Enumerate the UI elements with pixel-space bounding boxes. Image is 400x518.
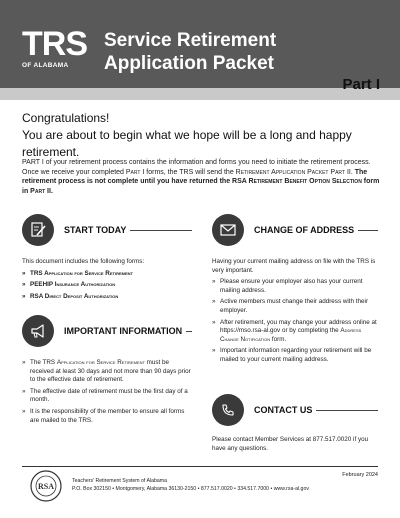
intro-text-2: forms, the TRS will send the xyxy=(144,168,236,176)
part-label: Part I xyxy=(342,76,380,93)
list-item: » PEEHIP Insurance Authorization xyxy=(22,281,197,290)
intro-bold-3: . xyxy=(50,187,53,195)
intro-text-1: PART I of your retirement process contains the information and forms you need to initiate the retirement process. Once we receive your completed xyxy=(22,159,371,176)
intro-text-3: . xyxy=(350,168,355,176)
start-today-lead: This document includes the following forms: xyxy=(22,258,145,265)
intro-bold-sc: Retirement Benefit Option Selection xyxy=(248,178,362,186)
intro-bold-1: The retirement process is not complete until you have returned the RSA xyxy=(22,168,368,186)
congrats-line-2: You are about to begin what we hope will be a long and happy retirement. xyxy=(22,128,352,159)
phone-hand-icon xyxy=(212,394,244,426)
trs-logo xyxy=(22,25,88,69)
section-start-today xyxy=(22,214,192,246)
change-address-body xyxy=(212,258,380,365)
important-title: IMPORTANT INFORMATION xyxy=(64,326,183,336)
list-item: » The effective date of retirement must be the first day of a month. xyxy=(22,388,194,405)
list-item xyxy=(22,359,194,385)
address-item3-b: form. xyxy=(270,335,287,343)
change-address-header xyxy=(212,214,378,246)
megaphone-icon xyxy=(22,315,54,347)
address-item3-a: After retirement, you may change your address online at https://mso.rsa-al.gov or by completing the xyxy=(220,318,377,335)
list-item: » Important information regarding your retirement will be mailed to your current mailing address. xyxy=(212,347,380,364)
footer-address: P.O. Box 302150 • Montgomery, Alabama 36130-2150 • 877.517.0020 • 334.517.7000 • www.rsa-al.gov xyxy=(72,486,309,492)
congratulations-heading xyxy=(22,110,382,161)
intro-sc-1: Part I xyxy=(125,168,145,176)
change-address-rule xyxy=(358,230,378,231)
footer-date: February 2024 xyxy=(342,472,378,478)
footer-rule xyxy=(22,466,378,467)
list-item xyxy=(212,319,380,345)
intro-bold-sc-2: Part II xyxy=(30,187,51,195)
list-item: » TRS Application for Service Retirement xyxy=(22,270,197,279)
intro-sc-2: Retirement Application Packet Part II xyxy=(235,168,351,176)
important-item1-a: The TRS xyxy=(30,359,57,366)
contact-title: CONTACT US xyxy=(254,405,313,415)
start-today-rule xyxy=(130,230,192,231)
important-rule xyxy=(186,331,192,332)
contact-text: Please contact Member Services at 877.517.0020 if you have any questions. xyxy=(212,436,369,452)
list-item: » Please ensure your employer also has your current mailing address. xyxy=(212,278,380,295)
important-body xyxy=(22,356,194,425)
important-list xyxy=(22,359,194,425)
forms-list xyxy=(22,270,197,302)
change-address-title: CHANGE OF ADDRESS xyxy=(254,225,355,235)
intro-paragraph xyxy=(22,158,384,196)
important-header xyxy=(22,315,192,347)
contact-header xyxy=(212,394,378,426)
important-item1-b: must be received at least 30 days and not more than 90 days prior to the effective date of retirement. xyxy=(30,359,191,384)
seal-text: RSA xyxy=(37,482,55,491)
title-line-1: Service Retirement xyxy=(104,30,277,51)
logo-text: TRS xyxy=(22,25,87,63)
start-today-title: START TODAY xyxy=(64,225,127,235)
address-item3-sc: Address Change Notification xyxy=(220,327,362,343)
start-today-body xyxy=(22,258,197,301)
change-address-lead: Having your current mailing address on file with the TRS is very important. xyxy=(212,258,376,274)
footer-org-name: Teachers’ Retirement System of Alabama xyxy=(72,478,167,484)
rsa-seal-logo xyxy=(30,470,62,502)
start-today-header xyxy=(22,214,192,246)
title-line-2: Application Packet xyxy=(104,53,274,74)
important-item1-sc: Application for Service Retirement xyxy=(56,359,145,366)
intro-bold-2: form in xyxy=(22,178,380,195)
page-title xyxy=(104,29,276,75)
contact-rule xyxy=(316,410,378,411)
logo-subtext: OF ALABAMA xyxy=(22,62,69,69)
congrats-line-1: Congratulations! xyxy=(22,111,110,125)
list-item: » Active members must change their address with their employer. xyxy=(212,298,380,315)
change-address-list xyxy=(212,278,380,364)
section-contact-us xyxy=(212,394,378,426)
list-item: » It is the responsibility of the member to ensure all forms are mailed to the TRS. xyxy=(22,408,194,425)
list-item: » RSA Direct Deposit Authorization xyxy=(22,293,197,302)
section-change-address xyxy=(212,214,378,246)
envelope-icon xyxy=(212,214,244,246)
pen-paper-icon xyxy=(22,214,54,246)
section-important-info xyxy=(22,315,192,347)
